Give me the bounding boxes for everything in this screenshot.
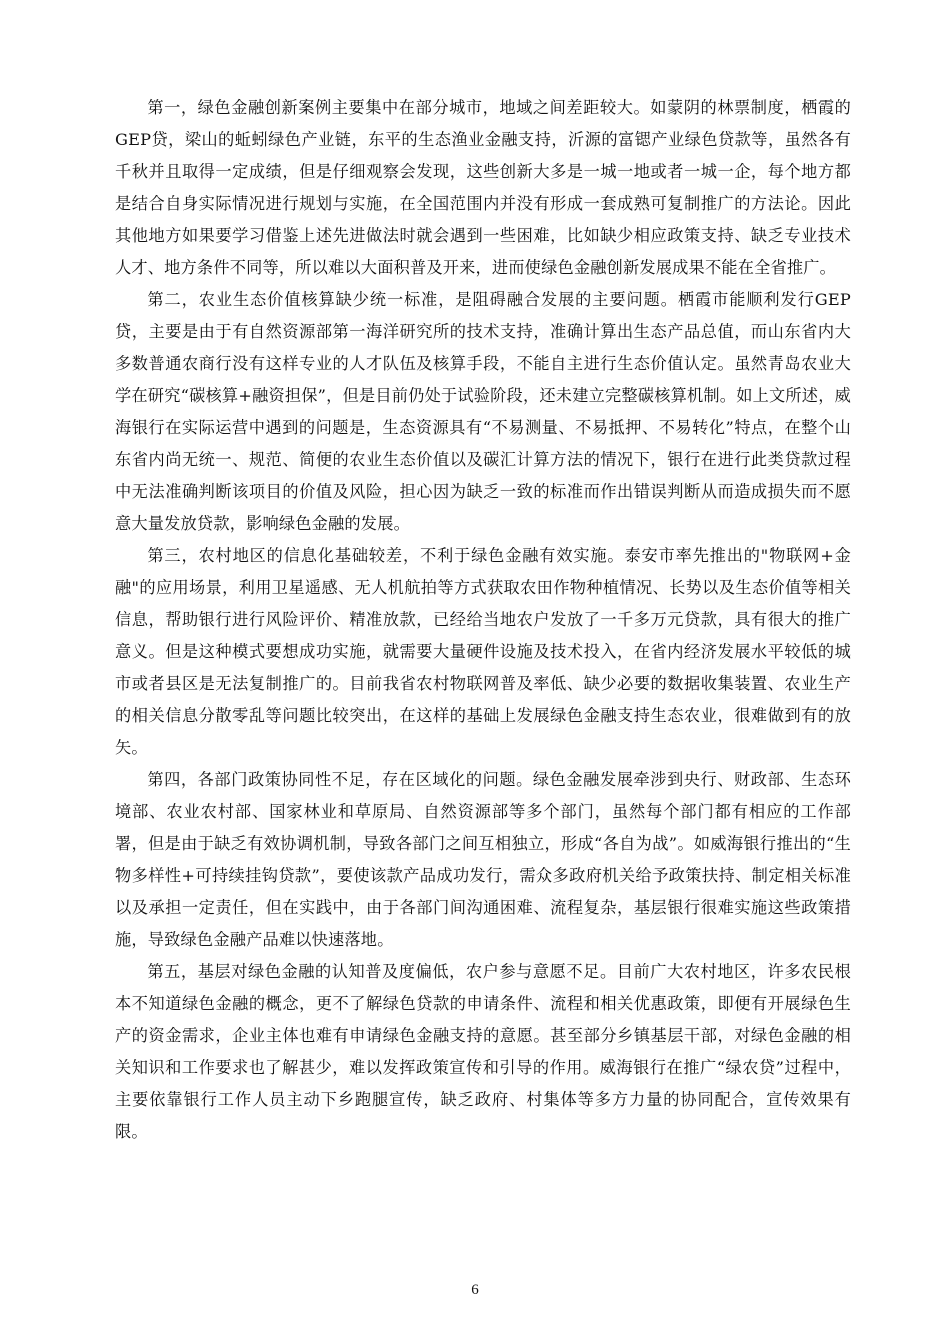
paragraph-first-point: 第一，绿色金融创新案例主要集中在部分城市，地域之间差距较大。如蒙阴的林票制度，栖霞的GEP贷，梁山的蚯蚓绿色产业链，东平的生态渔业金融支持，沂源的富锶产业绿色贷款等，虽然各有千秋并且取得一定成绩，但是仔细观察会发现，这些创新大多是一城一地或者一城一企，每个地方都是结合自身实际情况进行规划与实施，在全国范围内并没有形成一套成熟可复制推广的方法论。因此其他地方如果要学习借鉴上述先进做法时就会遇到一些困难，比如缺少相应政策支持、缺乏专业技术人才、地方条件不同等，所以难以大面积普及开来，进而使绿色金融创新发展成果不能在全省推广。	[115, 98, 851, 277]
page-number: 6	[471, 1282, 479, 1298]
body-text	[115, 92, 851, 1148]
paragraph-third-point: 第三，农村地区的信息化基础较差，不利于绿色金融有效实施。泰安市率先推出的"物联网+金融"的应用场景，利用卫星遥感、无人机航拍等方式获取农田作物种植情况、长势以及生态价值等相关信息，帮助银行进行风险评价、精准放款，已经给当地农户发放了一千多万元贷款，具有很大的推广意义。但是这种模式要想成功实施，就需要大量硬件设施及技术投入，在省内经济发展水平较低的城市或者县区是无法复制推广的。目前我省农村物联网普及率低、缺少必要的数据收集装置、农业生产的相关信息分散零乱等问题比较突出，在这样的基础上发展绿色金融支持生态农业，很难做到有的放矢。	[115, 546, 851, 757]
paragraph-fifth-point: 第五，基层对绿色金融的认知普及度偏低，农户参与意愿不足。目前广大农村地区，许多农民根本不知道绿色金融的概念，更不了解绿色贷款的申请条件、流程和相关优惠政策，即便有开展绿色生产的资金需求，企业主体也难有申请绿色金融支持的意愿。甚至部分乡镇基层干部，对绿色金融的相关知识和工作要求也了解甚少，难以发挥政策宣传和引导的作用。威海银行在推广“绿农贷”过程中，主要依靠银行工作人员主动下乡跑腿宣传，缺乏政府、村集体等多方力量的协同配合，宣传效果有限。	[115, 962, 851, 1141]
paragraph-second-point: 第二，农业生态价值核算缺少统一标准，是阻碍融合发展的主要问题。栖霞市能顺利发行GEP贷，主要是由于有自然资源部第一海洋研究所的技术支持，准确计算出生态产品总值，而山东省内大多数普通农商行没有这样专业的人才队伍及核算手段，不能自主进行生态价值认定。虽然青岛农业大学在研究“碳核算+融资担保”，但是目前仍处于试验阶段，还未建立完整碳核算机制。如上文所述，威海银行在实际运营中遇到的问题是，生态资源具有“不易测量、不易抵押、不易转化”特点，在整个山东省内尚无统一、规范、简便的农业生态价值以及碳汇计算方法的情况下，银行在进行此类贷款过程中无法准确判断该项目的价值及风险，担心因为缺乏一致的标准而作出错误判断从而造成损失而不愿意大量发放贷款，影响绿色金融的发展。	[115, 290, 851, 533]
paragraph-fourth-point: 第四，各部门政策协同性不足，存在区域化的问题。绿色金融发展牵涉到央行、财政部、生态环境部、农业农村部、国家林业和草原局、自然资源部等多个部门，虽然每个部门都有相应的工作部署，但是由于缺乏有效协调机制，导致各部门之间互相独立，形成“各自为战”。如威海银行推出的“生物多样性+可持续挂钩贷款”，要使该款产品成功发行，需众多政府机关给予政策扶持、制定相关标准以及承担一定责任，但在实践中，由于各部门间沟通困难、流程复杂，基层银行很难实施这些政策措施，导致绿色金融产品难以快速落地。	[115, 770, 851, 949]
